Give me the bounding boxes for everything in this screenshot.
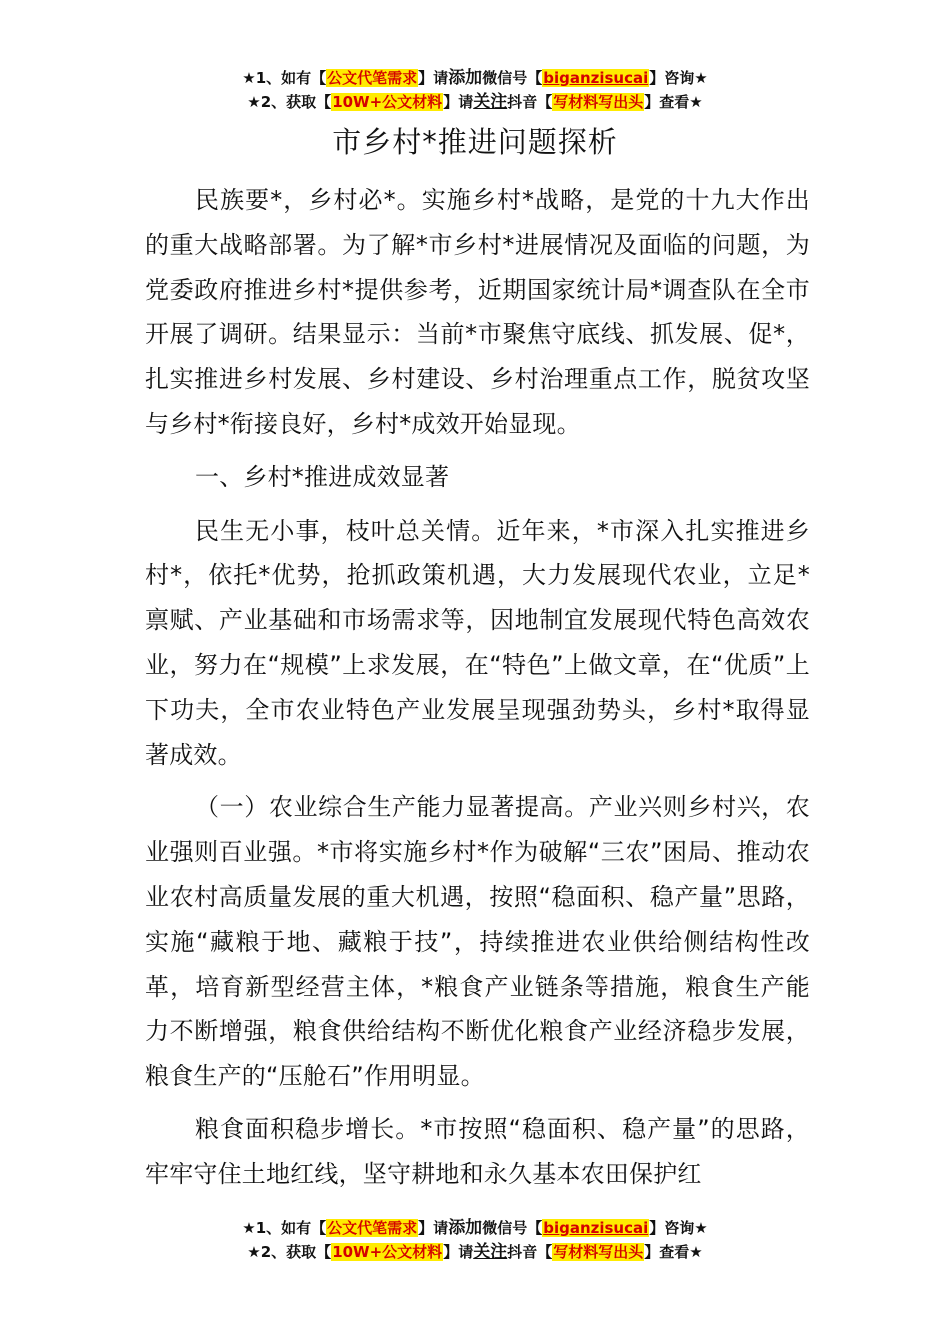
promo-line-1: ★1、如有【公文代笔需求】请添加微信号【biganzisucai】咨询★: [242, 1218, 708, 1238]
wechat-id-link[interactable]: biganzisucai: [543, 69, 649, 87]
wechat-id-link[interactable]: biganzisucai: [543, 1219, 649, 1237]
promo-highlight: 公文代笔需求: [327, 1219, 418, 1237]
paragraph: 民生无小事，枝叶总关情。近年来，*市深入扎实推进乡村*，依托*优势，抢抓政策机遇，大力发展现代农业，立足*禀赋、产业基础和市场需求等，因地制宜发展现代特色高效农业，努力在“规模”上求发展，在“特色”上做文章，在“优质”上下功夫，全市农业特色产业发展呈现强劲势头，乡村*取得显著成效。: [145, 516, 810, 769]
promo-banner-bottom: [0, 1216, 950, 1264]
promo-line-2: ★2、获取【10W+公文材料】请关注抖音【写材料写出头】查看★: [247, 1242, 703, 1262]
promo-highlight: 10W+公文材料: [332, 93, 443, 111]
section-heading: 一、乡村*推进成效显著: [195, 462, 450, 491]
paragraph: 粮食面积稳步增长。*市按照“稳面积、稳产量”的思路，牢牢守住土地红线，坚守耕地和永久基本农田保护红: [145, 1114, 810, 1188]
promo-banner-top: [0, 66, 950, 114]
page-title: 市乡村*推进问题探析: [332, 125, 618, 159]
paragraph: 民族要*，乡村必*。实施乡村*战略，是党的十九大作出的重大战略部署。为了解*市乡村*进展情况及面临的问题，为党委政府推进乡村*提供参考，近期国家统计局*调查队在全市开展了调研。结果显示：当前*市聚焦守底线、抓发展、促*，扎实推进乡村发展、乡村建设、乡村治理重点工作，脱贫攻坚与乡村*衔接良好，乡村*成效开始显现。: [145, 186, 810, 438]
paragraph: （一）农业综合生产能力显著提高。产业兴则乡村兴，农业强则百业强。*市将实施乡村*作为破解“三农”困局、推动农业农村高质量发展的重大机遇，按照“稳面积、稳产量”思路，实施“藏粮于地、藏粮于技”，持续推进农业供给侧结构性改革，培育新型经营主体，*粮食产业链条等措施，粮食生产能力不断增强，粮食供给结构不断优化粮食产业经济稳步发展，粮食生产的“压舱石”作用明显。: [145, 793, 810, 1091]
promo-line-1: ★1、如有【公文代笔需求】请添加微信号【biganzisucai】咨询★: [242, 68, 708, 88]
douyin-account: 写材料写出头: [553, 1243, 644, 1261]
douyin-account: 写材料写出头: [553, 93, 644, 111]
promo-highlight: 10W+公文材料: [332, 1243, 443, 1261]
promo-highlight: 公文代笔需求: [327, 69, 418, 87]
promo-line-2: ★2、获取【10W+公文材料】请关注抖音【写材料写出头】查看★: [247, 92, 703, 112]
document-body: [145, 178, 810, 1205]
